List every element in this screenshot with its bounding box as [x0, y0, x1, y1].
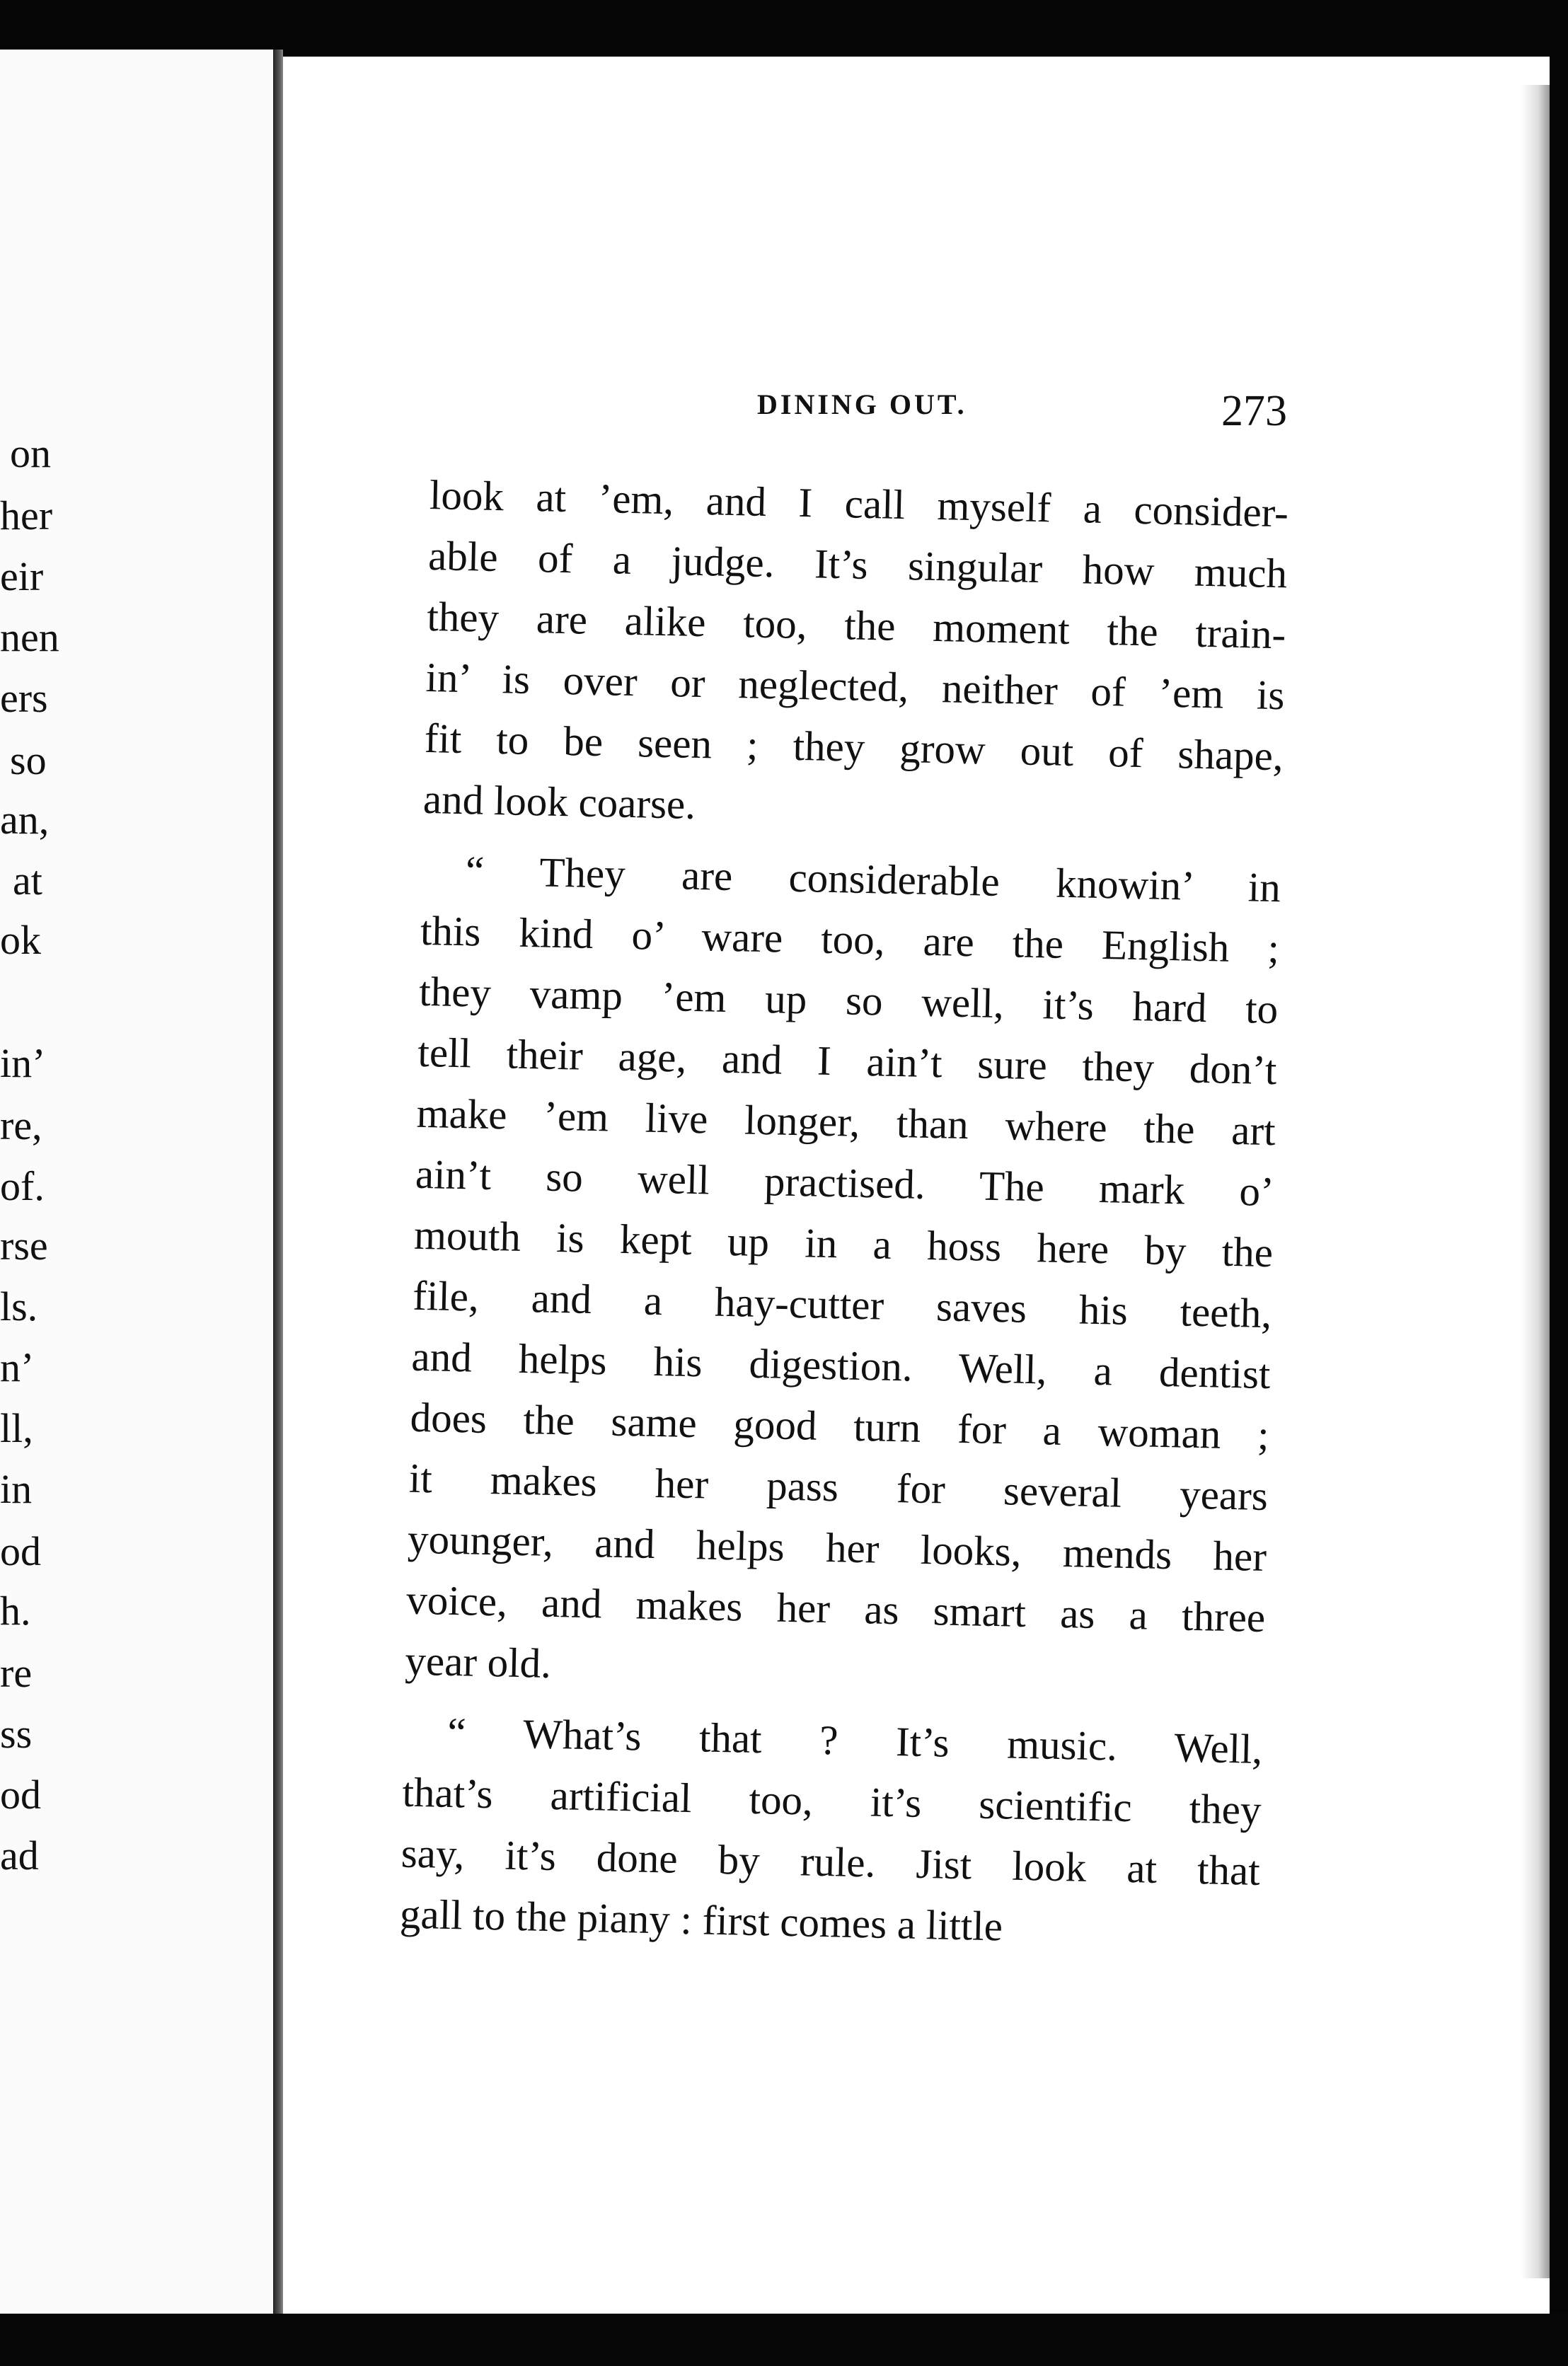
left-page-fragment: an,: [0, 797, 50, 843]
page-edge-shadow: [1521, 85, 1550, 2278]
text-line: and look coarse.: [422, 775, 696, 828]
left-page-fragment: so: [10, 737, 47, 783]
left-page-fragment: in’: [0, 1040, 46, 1086]
text-line: in’ is over or neglected, neither of ’em is: [425, 653, 1286, 719]
left-page-fragment: ss: [0, 1711, 33, 1757]
left-page-fragment: her: [0, 492, 53, 538]
text-line: able of a judge. It’s singular how much: [427, 531, 1288, 597]
left-page-fragment: nen: [0, 614, 59, 660]
text-line: fit to be seen ; they grow out of shape,: [424, 714, 1284, 780]
text-line: it makes her pass for several years: [408, 1454, 1269, 1520]
text-line: this kind o’ ware too, are the English ;: [420, 906, 1280, 972]
left-page-fragment: eir: [0, 553, 44, 599]
text-line: younger, and helps her looks, mends her: [407, 1515, 1267, 1581]
book-gutter: [273, 50, 283, 2314]
text-line: “ What’s that ? It’s music. Well,: [446, 1708, 1263, 1773]
left-page-fragment: ll,: [0, 1405, 33, 1451]
text-line: file, and a hay-cutter saves his teeth,: [412, 1271, 1272, 1337]
paragraph: [422, 464, 1289, 847]
text-line: mouth is kept up in a hoss here by the: [413, 1211, 1274, 1276]
left-page-fragment: of.: [0, 1163, 45, 1209]
scan-bottom-border: [0, 2314, 1568, 2366]
text-line: that’s artificial too, it’s scientific they: [402, 1768, 1262, 1834]
left-page-fragment: ers: [0, 675, 48, 721]
left-page-fragment: ls.: [0, 1283, 38, 1329]
text-line: and helps his digestion. Well, a dentist: [410, 1332, 1272, 1398]
left-page-fragment: at: [13, 858, 42, 904]
text-line: does the same good turn for a woman ;: [410, 1393, 1270, 1459]
left-page-fragment: re: [0, 1650, 33, 1696]
left-page-text-fragments: [0, 50, 277, 2314]
text-line: voice, and makes her as smart as a three: [405, 1576, 1266, 1641]
left-page-fragment: ok: [0, 917, 41, 963]
left-facing-page: [0, 50, 277, 2314]
left-page-fragment: od: [0, 1528, 41, 1574]
left-page-fragment: on: [10, 430, 51, 476]
text-line: say, it’s done by rule. Jist look at that: [400, 1829, 1261, 1894]
text-line: ain’t so well practised. The mark o’: [415, 1150, 1275, 1216]
page-number: 273: [1221, 387, 1287, 435]
left-page-fragment: rse: [0, 1223, 48, 1269]
left-page-fragment: re,: [0, 1102, 42, 1148]
left-page-fragment: n’: [0, 1344, 35, 1390]
running-head: DINING OUT.: [757, 388, 967, 420]
text-line: they vamp ’em up so well, it’s hard to: [418, 967, 1279, 1033]
text-line: make ’em live longer, than where the art: [416, 1089, 1276, 1155]
text-line: look at ’em, and I call myself a consider-: [429, 471, 1289, 536]
text-line: year old.: [404, 1637, 552, 1687]
left-page-fragment: h.: [0, 1588, 31, 1634]
text-line: “ They are considerable knowin’ in: [465, 847, 1281, 911]
left-page-fragment: in: [0, 1466, 33, 1512]
paragraph: [405, 839, 1281, 1709]
left-page-fragment: ad: [0, 1833, 39, 1879]
left-page-fragment: od: [0, 1772, 41, 1818]
text-line: they are alike too, the moment the train-: [426, 592, 1286, 658]
text-line: tell their age, and I ain’t sure they don’t: [417, 1028, 1278, 1094]
paragraph: [399, 1701, 1263, 1962]
text-line: gall to the piany : first comes a little: [399, 1890, 1003, 1950]
body-text: [399, 464, 1289, 1962]
